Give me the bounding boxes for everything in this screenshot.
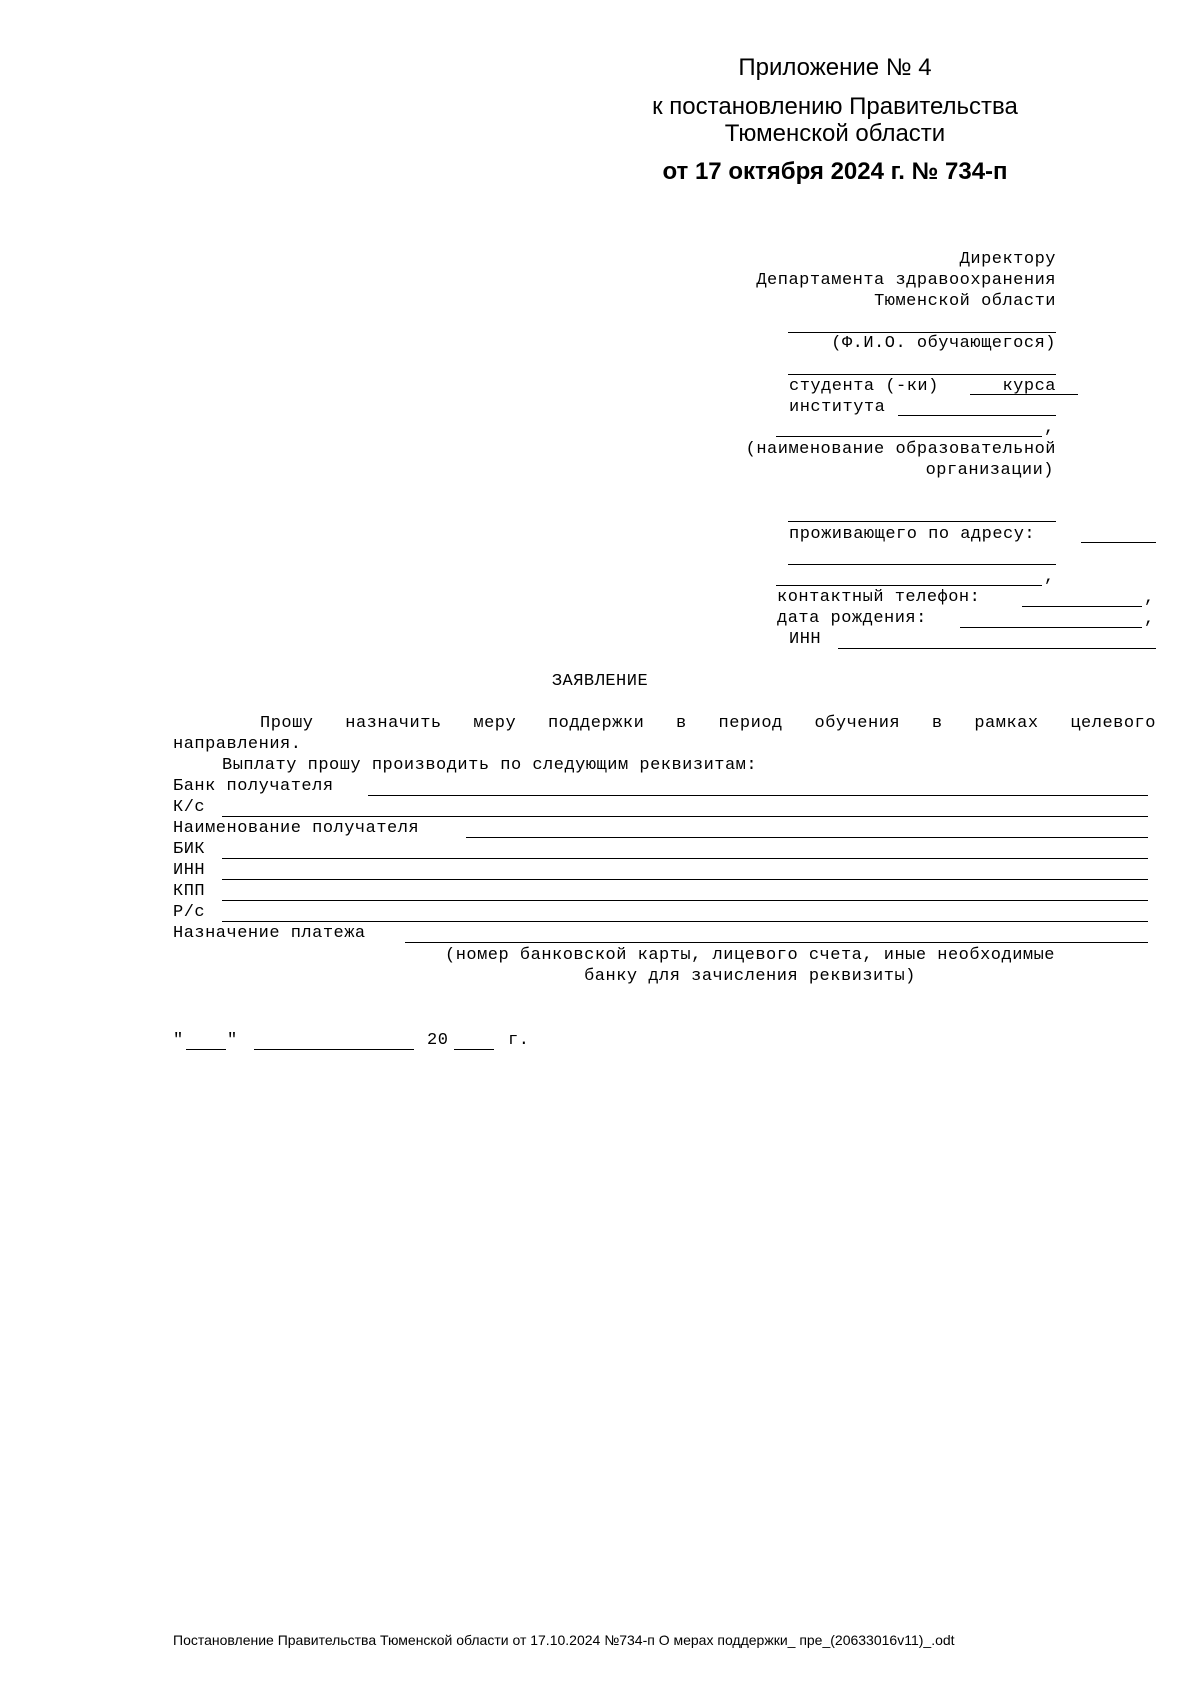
payment-intro: Выплату прошу производить по следующим реквизитам: xyxy=(222,756,758,775)
para-word: период xyxy=(718,714,783,733)
phone-comma: , xyxy=(1144,589,1155,608)
addressee-line3: Тюменской области xyxy=(874,292,1056,311)
para-word: в xyxy=(676,714,687,733)
bik-label: БИК xyxy=(173,840,206,859)
addressee-line2: Департамента здравоохранения xyxy=(756,271,1056,290)
address-comma: , xyxy=(1044,568,1055,587)
inn-details-line xyxy=(222,879,1148,880)
resolution-date: от 17 октября 2024 г. № 734-п xyxy=(662,158,1008,185)
address-line-2 xyxy=(788,564,1056,565)
year-suffix: г. xyxy=(508,1031,530,1050)
org-line xyxy=(776,436,1042,437)
birth-comma: , xyxy=(1144,610,1155,629)
inn-label: ИНН xyxy=(789,630,822,649)
para-word: рамках xyxy=(974,714,1039,733)
purpose-label: Назначение платежа xyxy=(173,924,366,943)
month-line xyxy=(254,1049,414,1050)
org-comma: , xyxy=(1044,419,1055,438)
resolution-ref-line2: Тюменской области xyxy=(724,120,946,147)
institute-line xyxy=(898,415,1056,416)
purpose-line xyxy=(405,942,1148,943)
rs-line xyxy=(222,921,1148,922)
institute-label: института xyxy=(789,398,886,417)
course-label: курса xyxy=(1002,377,1056,396)
address-line-3 xyxy=(776,585,1042,586)
fio-hint: (Ф.И.О. обучающегося) xyxy=(831,334,1056,353)
kpp-label: КПП xyxy=(173,882,206,901)
phone-label: контактный телефон: xyxy=(777,588,981,607)
org-hint-1: (наименование образовательной xyxy=(745,440,1056,459)
residing-label: проживающего по адресу: xyxy=(789,525,1036,544)
para-word: целевого xyxy=(1070,714,1156,733)
bank-label: Банк получателя xyxy=(173,777,334,796)
day-line xyxy=(186,1049,226,1050)
fio-line-2 xyxy=(788,374,1056,375)
para-word: поддержки xyxy=(547,714,645,733)
ks-line xyxy=(222,816,1148,817)
org-line-2 xyxy=(788,521,1056,522)
kpp-line xyxy=(222,900,1148,901)
para-word: назначить xyxy=(345,714,442,733)
birth-line xyxy=(960,627,1142,628)
student-label: студента (-ки) xyxy=(789,377,939,396)
bik-line xyxy=(222,858,1148,859)
date-quote-open: " xyxy=(173,1031,184,1050)
inn-line xyxy=(838,648,1156,649)
inn-details-label: ИНН xyxy=(173,861,206,880)
org-hint-2: организации) xyxy=(925,461,1054,480)
appendix-number: Приложение № 4 xyxy=(738,54,932,81)
recipient-line xyxy=(466,837,1148,838)
purpose-hint-1: (номер банковской карты, лицевого счета, иные необходимые xyxy=(445,946,1055,965)
ks-label: К/с xyxy=(173,798,206,817)
year-prefix: 20 xyxy=(427,1031,449,1050)
fio-line xyxy=(788,332,1056,333)
request-paragraph-line2: направления. xyxy=(173,735,302,754)
year-line xyxy=(454,1049,494,1050)
rs-label: Р/с xyxy=(173,903,206,922)
address-line-1 xyxy=(1081,542,1156,543)
para-word: Прошу xyxy=(260,714,314,733)
para-word: в xyxy=(931,714,943,733)
statement-title: ЗАЯВЛЕНИЕ xyxy=(551,672,649,691)
birth-label: дата рождения: xyxy=(777,609,927,628)
bank-line xyxy=(368,795,1148,796)
para-word: меру xyxy=(473,714,517,733)
date-quote-close: " xyxy=(227,1031,238,1050)
addressee-line1: Директору xyxy=(959,250,1056,269)
purpose-hint-2: банку для зачисления реквизиты) xyxy=(584,967,916,986)
footer-filename: Постановление Правительства Тюменской области от 17.10.2024 №734-п О мерах поддержки_ пре_(20633016v11)_.odt xyxy=(173,1632,955,1648)
request-paragraph xyxy=(260,714,1156,733)
resolution-ref-line1: к постановлению Правительства xyxy=(652,93,1018,120)
para-word: обучения xyxy=(814,714,901,733)
phone-line xyxy=(1022,606,1142,607)
recipient-label: Наименование получателя xyxy=(173,819,420,838)
